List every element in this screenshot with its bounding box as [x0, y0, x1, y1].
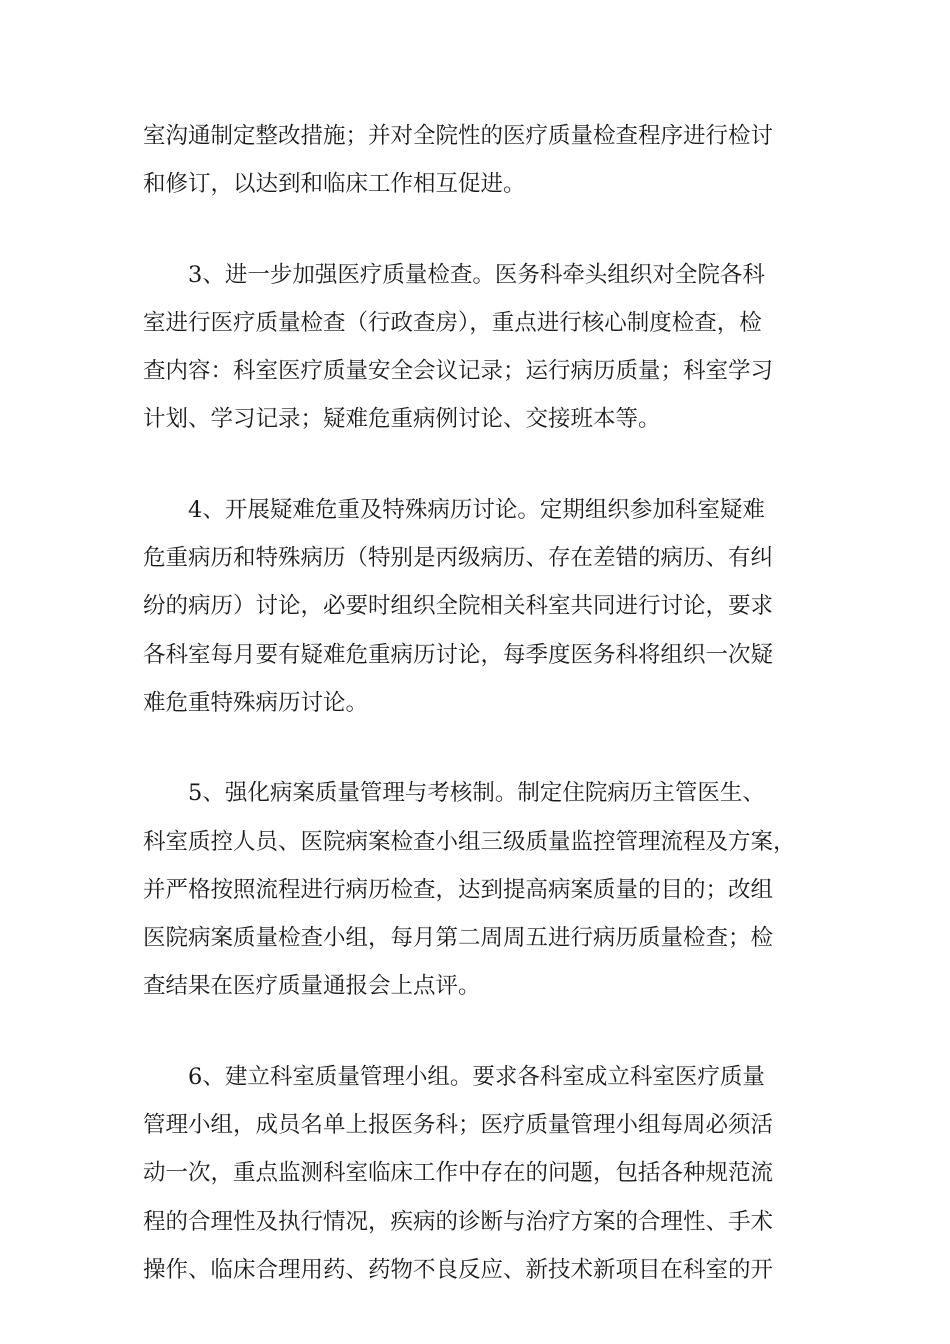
text-line-first: 4、开展疑难危重及特殊病历讨论。定期组织参加科室疑难	[188, 496, 765, 523]
paragraph-4	[143, 769, 811, 1010]
paragraph-2	[143, 251, 811, 444]
text-line: 难危重特殊病历讨论。	[143, 689, 369, 716]
text-line: 纷的病历）讨论，必要时组织全院相关科室共同进行讨论，要求	[143, 593, 774, 620]
text-line: 程的合理性及执行情况，疾病的诊断与治疗方案的合理性、手术	[143, 1208, 774, 1235]
text-line: 动一次，重点监测科室临床工作中存在的问题，包括各种规范流	[143, 1160, 774, 1187]
text-line: 并严格按照流程进行病历检查，达到提高病案质量的目的；改组	[143, 876, 774, 903]
text-line: 室进行医疗质量检查（行政查房），重点进行核心制度检查，检	[143, 309, 762, 336]
text-line: 查结果在医疗质量通报会上点评。	[143, 973, 481, 1000]
text-line-first: 3、进一步加强医疗质量检查。医务科牵头组织对全院各科	[188, 261, 765, 288]
text-line: 科室质控人员、医院病案检查小组三级质量监控管理流程及方案，	[143, 828, 796, 855]
text-line: 各科室每月要有疑难危重病历讨论，每季度医务科将组织一次疑	[143, 641, 774, 668]
text-line: 计划、学习记录；疑难危重病例讨论、交接班本等。	[143, 406, 661, 433]
paragraph-gap	[143, 444, 811, 486]
text-line-first: 6、建立科室质量管理小组。要求各科室成立科室医疗质量	[188, 1063, 765, 1090]
paragraph-gap	[143, 727, 811, 769]
paragraph-5	[143, 1053, 811, 1294]
text-line: 医院病案质量检查小组，每月第二周周五进行病历质量检查；检	[143, 925, 774, 952]
paragraph-gap	[143, 1011, 811, 1053]
text-line: 室沟通制定整改措施；并对全院性的医疗质量检查程序进行检讨	[143, 123, 774, 149]
text-line: 管理小组，成员名单上报医务科；医疗质量管理小组每周必须活	[143, 1112, 774, 1139]
document-body	[143, 112, 811, 1294]
text-line: 危重病历和特殊病历（特别是丙级病历、存在差错的病历、有纠	[143, 545, 774, 572]
text-line: 操作、临床合理用药、药物不良反应、新技术新项目在科室的开	[143, 1256, 774, 1283]
text-line: 查内容：科室医疗质量安全会议记录；运行病历质量；科室学习	[143, 358, 774, 385]
text-line: 和修订，以达到和临床工作相互促进。	[143, 171, 526, 198]
paragraph-1	[143, 112, 811, 209]
paragraph-gap	[143, 209, 811, 251]
paragraph-3	[143, 486, 811, 727]
text-line-first: 5、强化病案质量管理与考核制。制定住院病历主管医生、	[188, 780, 765, 807]
